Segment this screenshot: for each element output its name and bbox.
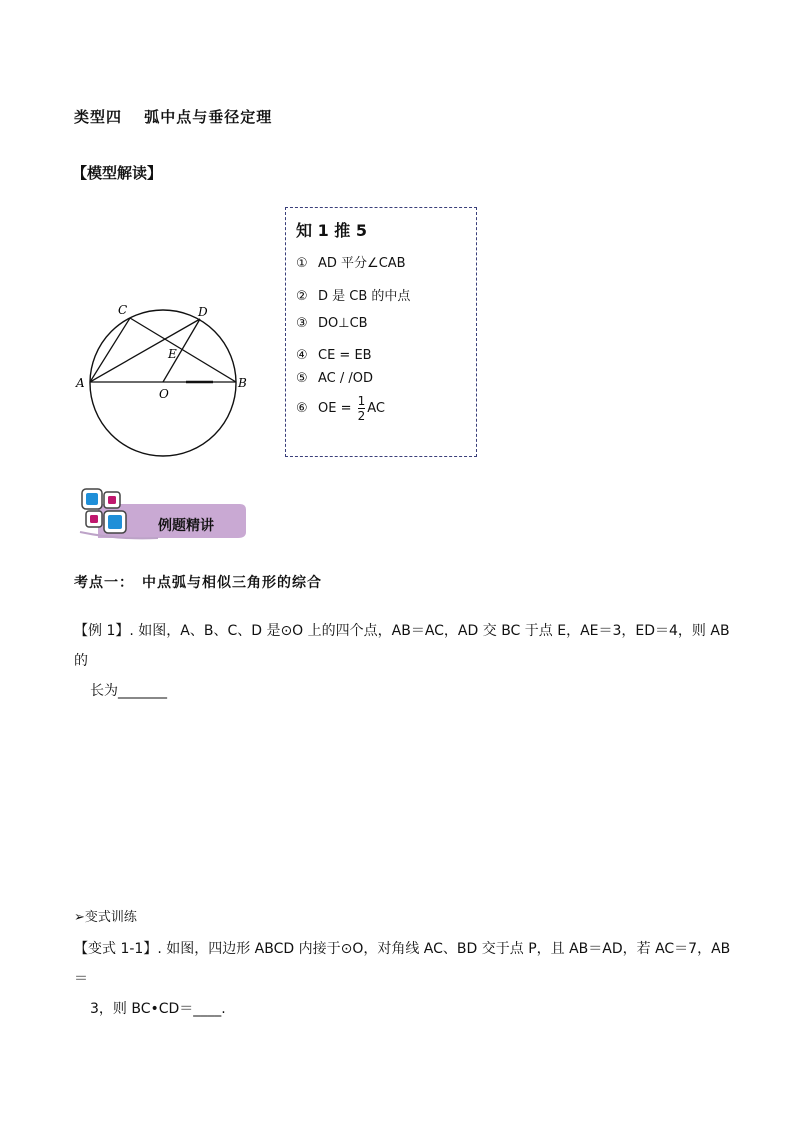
- box-title: 知 1 推 5: [296, 221, 367, 240]
- label-c: C: [118, 303, 128, 317]
- circle-figure: [70, 296, 260, 466]
- label-e: E: [168, 347, 177, 361]
- banner-label: 例题精讲: [158, 518, 214, 534]
- knowledge-box: [285, 207, 477, 457]
- segment-ac: [90, 318, 130, 382]
- variant-1-1: [74, 934, 734, 1024]
- circle-o: [90, 310, 236, 456]
- example-1: [74, 616, 734, 706]
- variant-heading: ➢变式训练: [74, 910, 137, 925]
- point-title: 考点一： 中点弧与相似三角形的综合: [74, 575, 322, 591]
- section-title: 类型四 弧中点与垂径定理: [74, 108, 273, 126]
- box-item-5: ⑤ AC / /OD: [296, 371, 374, 386]
- label-o: O: [159, 387, 169, 401]
- fraction-half: $\frac{1}{2}$: [357, 394, 366, 423]
- box-item-4: ④ CE = EB: [296, 348, 372, 363]
- variant-1-1-line-2: 3，则 BC•CD＝____.: [90, 1001, 226, 1017]
- box-item-3: ③ DO⊥CB: [296, 316, 368, 331]
- label-a: A: [76, 376, 85, 390]
- example-1-line-1: 【例 1】. 如图，A、B、C、D 是⊙O 上的四个点，AB＝AC，AD 交 BC 于点 E，AE＝3，ED＝4，则 AB 的: [74, 623, 730, 669]
- box-item-2: ② D 是 CB 的中点: [296, 289, 411, 304]
- variant-1-1-line-1: 【变式 1-1】. 如图，四边形 ABCD 内接于⊙O，对角线 AC、BD 交于点 P，且 AB＝AD，若 AC＝7，AB＝: [74, 941, 731, 987]
- box-item-6: ⑥ OE = $\frac{1}{2}$ AC: [296, 394, 386, 423]
- label-b: B: [238, 376, 247, 390]
- box-item-1: ① AD 平分∠CAB: [296, 256, 406, 271]
- model-title: 【模型解读】: [72, 164, 163, 182]
- label-d: D: [198, 305, 208, 319]
- example-1-line-2: 长为_______: [90, 683, 167, 699]
